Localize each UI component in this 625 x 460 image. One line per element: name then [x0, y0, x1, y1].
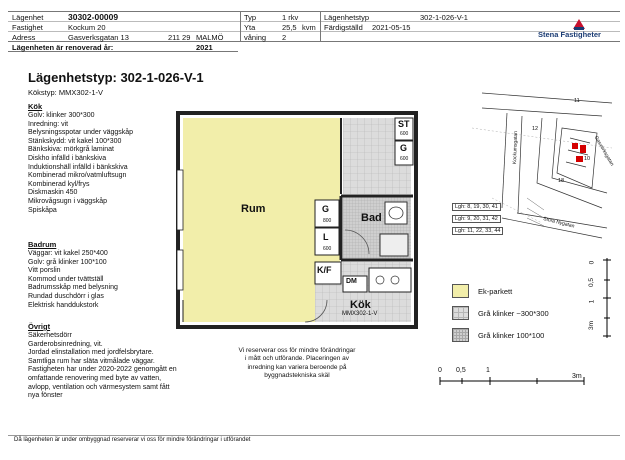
badrum-heading: Badrum: [28, 240, 57, 249]
lagenhet-value: 30302-00009: [68, 12, 119, 22]
l-size: 600: [323, 246, 332, 252]
stena-logo-icon: [571, 17, 587, 31]
street-label-kockumsgatan: Kockumsgatan: [512, 130, 520, 165]
disclaimer-line: inredning kan variera beroende på: [247, 363, 347, 371]
ovrigt-item: Garderobsinredning, vit.: [28, 340, 103, 348]
site-map: [452, 88, 617, 243]
ovrigt-item: Säkerhetsdörr: [28, 332, 72, 339]
room-label-rum: Rum: [241, 203, 266, 215]
g2-label: G: [322, 204, 330, 214]
lgh-typ-label: Lägenhetstyp: [324, 13, 370, 22]
ovrigt-item: nya fönster: [28, 392, 63, 400]
renoverad-value: 2021: [196, 43, 213, 52]
map-number-10: 10: [584, 156, 591, 162]
disclaimer-line: byggnadstekniska skäl: [264, 371, 330, 379]
disclaimer-line: Vi reserverar oss för mindre förändringar: [238, 347, 356, 354]
fardig-label: Färdigställd: [324, 23, 363, 32]
g1-size: 600: [400, 156, 409, 162]
map-number-18: 18: [558, 178, 565, 184]
ovrigt-item: Jordad elinstallation med jordfelsbrytare.: [28, 349, 154, 357]
badrum-item: Rundad duschdörr i glas: [28, 292, 104, 300]
typ-value: 1 rkv: [282, 13, 299, 22]
map-number-12: 12: [532, 126, 539, 132]
page-subtitle: Kökstyp: MMX302-1-V: [28, 88, 104, 97]
legend-label-klinker-100: Grå klinker 100*100: [478, 331, 545, 340]
kok-item: Induktionshäll infälld i bänkskiva: [28, 163, 128, 171]
room-label-kok: Kök: [350, 299, 371, 311]
ovrigt-list: [28, 332, 177, 401]
kok-item: Kombinerad kyl/frys: [28, 180, 90, 188]
disclaimer-line: i mått och utförande. Placeringen av: [244, 355, 350, 363]
postnr-value: 211 29: [168, 33, 191, 42]
st-size: 600: [400, 131, 409, 137]
badrum-item: Vitt porslin: [28, 267, 61, 275]
badrum-item: Badrumsskåp med belysning: [28, 284, 118, 292]
badrum-list: [28, 250, 118, 310]
room-label-bad: Bad: [361, 212, 382, 224]
vaning-label: våning: [244, 33, 267, 42]
kok-item: Stänkskydd: vit kakel 100*300: [28, 137, 122, 145]
lgh-label: Lgh: 11, 22, 33, 44: [452, 227, 503, 235]
fastighet-value: Kockum 20: [68, 23, 106, 32]
ovrigt-item: omfattande renovering med byte av vatten,: [28, 374, 162, 382]
ort-value: MALMÖ: [196, 33, 224, 42]
kok-list: [28, 112, 133, 215]
street-label-gasverksgatan: Gasverksgatan: [592, 135, 615, 168]
horizontal-scale-bar: [438, 377, 588, 385]
footer-note: Då lägenheten är under ombyggnad reserverar vi oss för mindre förändringar i utförandet: [14, 437, 251, 443]
lgh-typ-value: 302-1-026-V-1: [420, 13, 468, 22]
badrum-item: Kommod under tvättställ: [28, 275, 104, 283]
badrum-item: Golv: grå klinker 100*100: [28, 258, 107, 266]
kok-heading: Kök: [28, 102, 43, 111]
yta-label: Yta: [244, 23, 256, 32]
dm-label: DM: [346, 278, 357, 285]
kok-item: Kombinerad mikro/vatmluftsugn: [28, 172, 127, 180]
legend-label-parkett: Ek-parkett: [478, 287, 513, 296]
kok-item: Diskmaskin 450: [28, 189, 78, 197]
lgh-label: Lgh: 9, 20, 31, 42: [452, 215, 501, 223]
kok-code-label: MMX302-1-V: [342, 311, 378, 317]
yta-value: 25,5: [282, 23, 297, 32]
g1-label: G: [400, 143, 408, 153]
kok-item: Spiskåpa: [28, 206, 57, 214]
kok-item: Golv: klinker 300*300: [28, 112, 95, 119]
kok-item: Diskho infälld i bänkskiva: [28, 154, 107, 162]
hscale-label-1: 1: [486, 367, 490, 374]
adress-label: Adress: [12, 33, 36, 42]
footer-divider: [8, 435, 620, 436]
hscale-label-0: 0: [438, 367, 442, 374]
vscale-label-0: 0: [588, 260, 596, 265]
disclaimer-note: [222, 347, 372, 380]
floor-plan: [175, 110, 445, 340]
stena-logo: [538, 17, 618, 39]
badrum-item: Elektrisk handdukstork: [28, 301, 99, 309]
legend-swatch-parkett: [452, 284, 469, 298]
vscale-label-05: 0,5: [588, 277, 596, 288]
street-label-stora-nygatan: Stora Nygatan: [542, 216, 576, 230]
badrum-item: Väggar: vit kakel 250*400: [28, 250, 108, 257]
renoverad-label: Lägenheten är renoverad år:: [12, 43, 114, 52]
map-number-11: 11: [574, 98, 580, 104]
vscale-label-1: 1: [588, 299, 596, 304]
ovrigt-heading: Övrigt: [28, 322, 51, 331]
kok-item: Bänkskiva: mörkgrå laminat: [28, 146, 114, 154]
legend-swatch-klinker-100: [452, 328, 469, 342]
legend-label-klinker-300: Grå klinker ~300*300: [478, 309, 549, 318]
ovrigt-item: avlopp, ventilation och värmesystem samt fått: [28, 383, 170, 391]
vaning-value: 2: [282, 33, 287, 42]
hscale-label-05: 0,5: [456, 367, 466, 374]
page-title: Lägenhetstyp: 302-1-026-V-1: [28, 70, 204, 85]
vertical-scale-bar: [601, 258, 613, 338]
l-label: L: [323, 232, 329, 242]
fastighet-label: Fastighet: [12, 23, 43, 32]
brand-name: Stena Fastigheter: [538, 30, 601, 39]
yta-unit: kvm: [302, 23, 316, 32]
legend-swatch-klinker-300: [452, 306, 469, 320]
vscale-label-3m: 3m: [588, 320, 596, 331]
fardig-value: 2021-05-15: [372, 23, 411, 32]
adress-value: Gasverksgatan 13: [68, 33, 129, 42]
horizontal-scale: [434, 367, 594, 387]
kok-item: Inredning: vit: [28, 120, 69, 128]
kok-item: Mikrovågsugn i väggskåp: [28, 197, 107, 205]
lgh-label: Lgh: 8, 19, 30, 41: [452, 203, 501, 211]
hscale-label-3m: 3m: [572, 373, 582, 380]
legend: [446, 284, 596, 350]
kf-label: K/F: [317, 265, 332, 275]
lagenhet-label: Lägenhet: [12, 13, 44, 22]
ovrigt-item: Samtliga rum har släta vitmålade väggar.: [28, 357, 155, 365]
g2-size: 800: [323, 218, 332, 224]
typ-label: Typ: [244, 13, 257, 22]
ovrigt-item: Fastigheten har under 2020-2022 genomgått en: [28, 366, 177, 374]
st-label: ST: [398, 119, 410, 129]
kok-item: Belysningsspotar under väggskåp: [28, 129, 134, 137]
